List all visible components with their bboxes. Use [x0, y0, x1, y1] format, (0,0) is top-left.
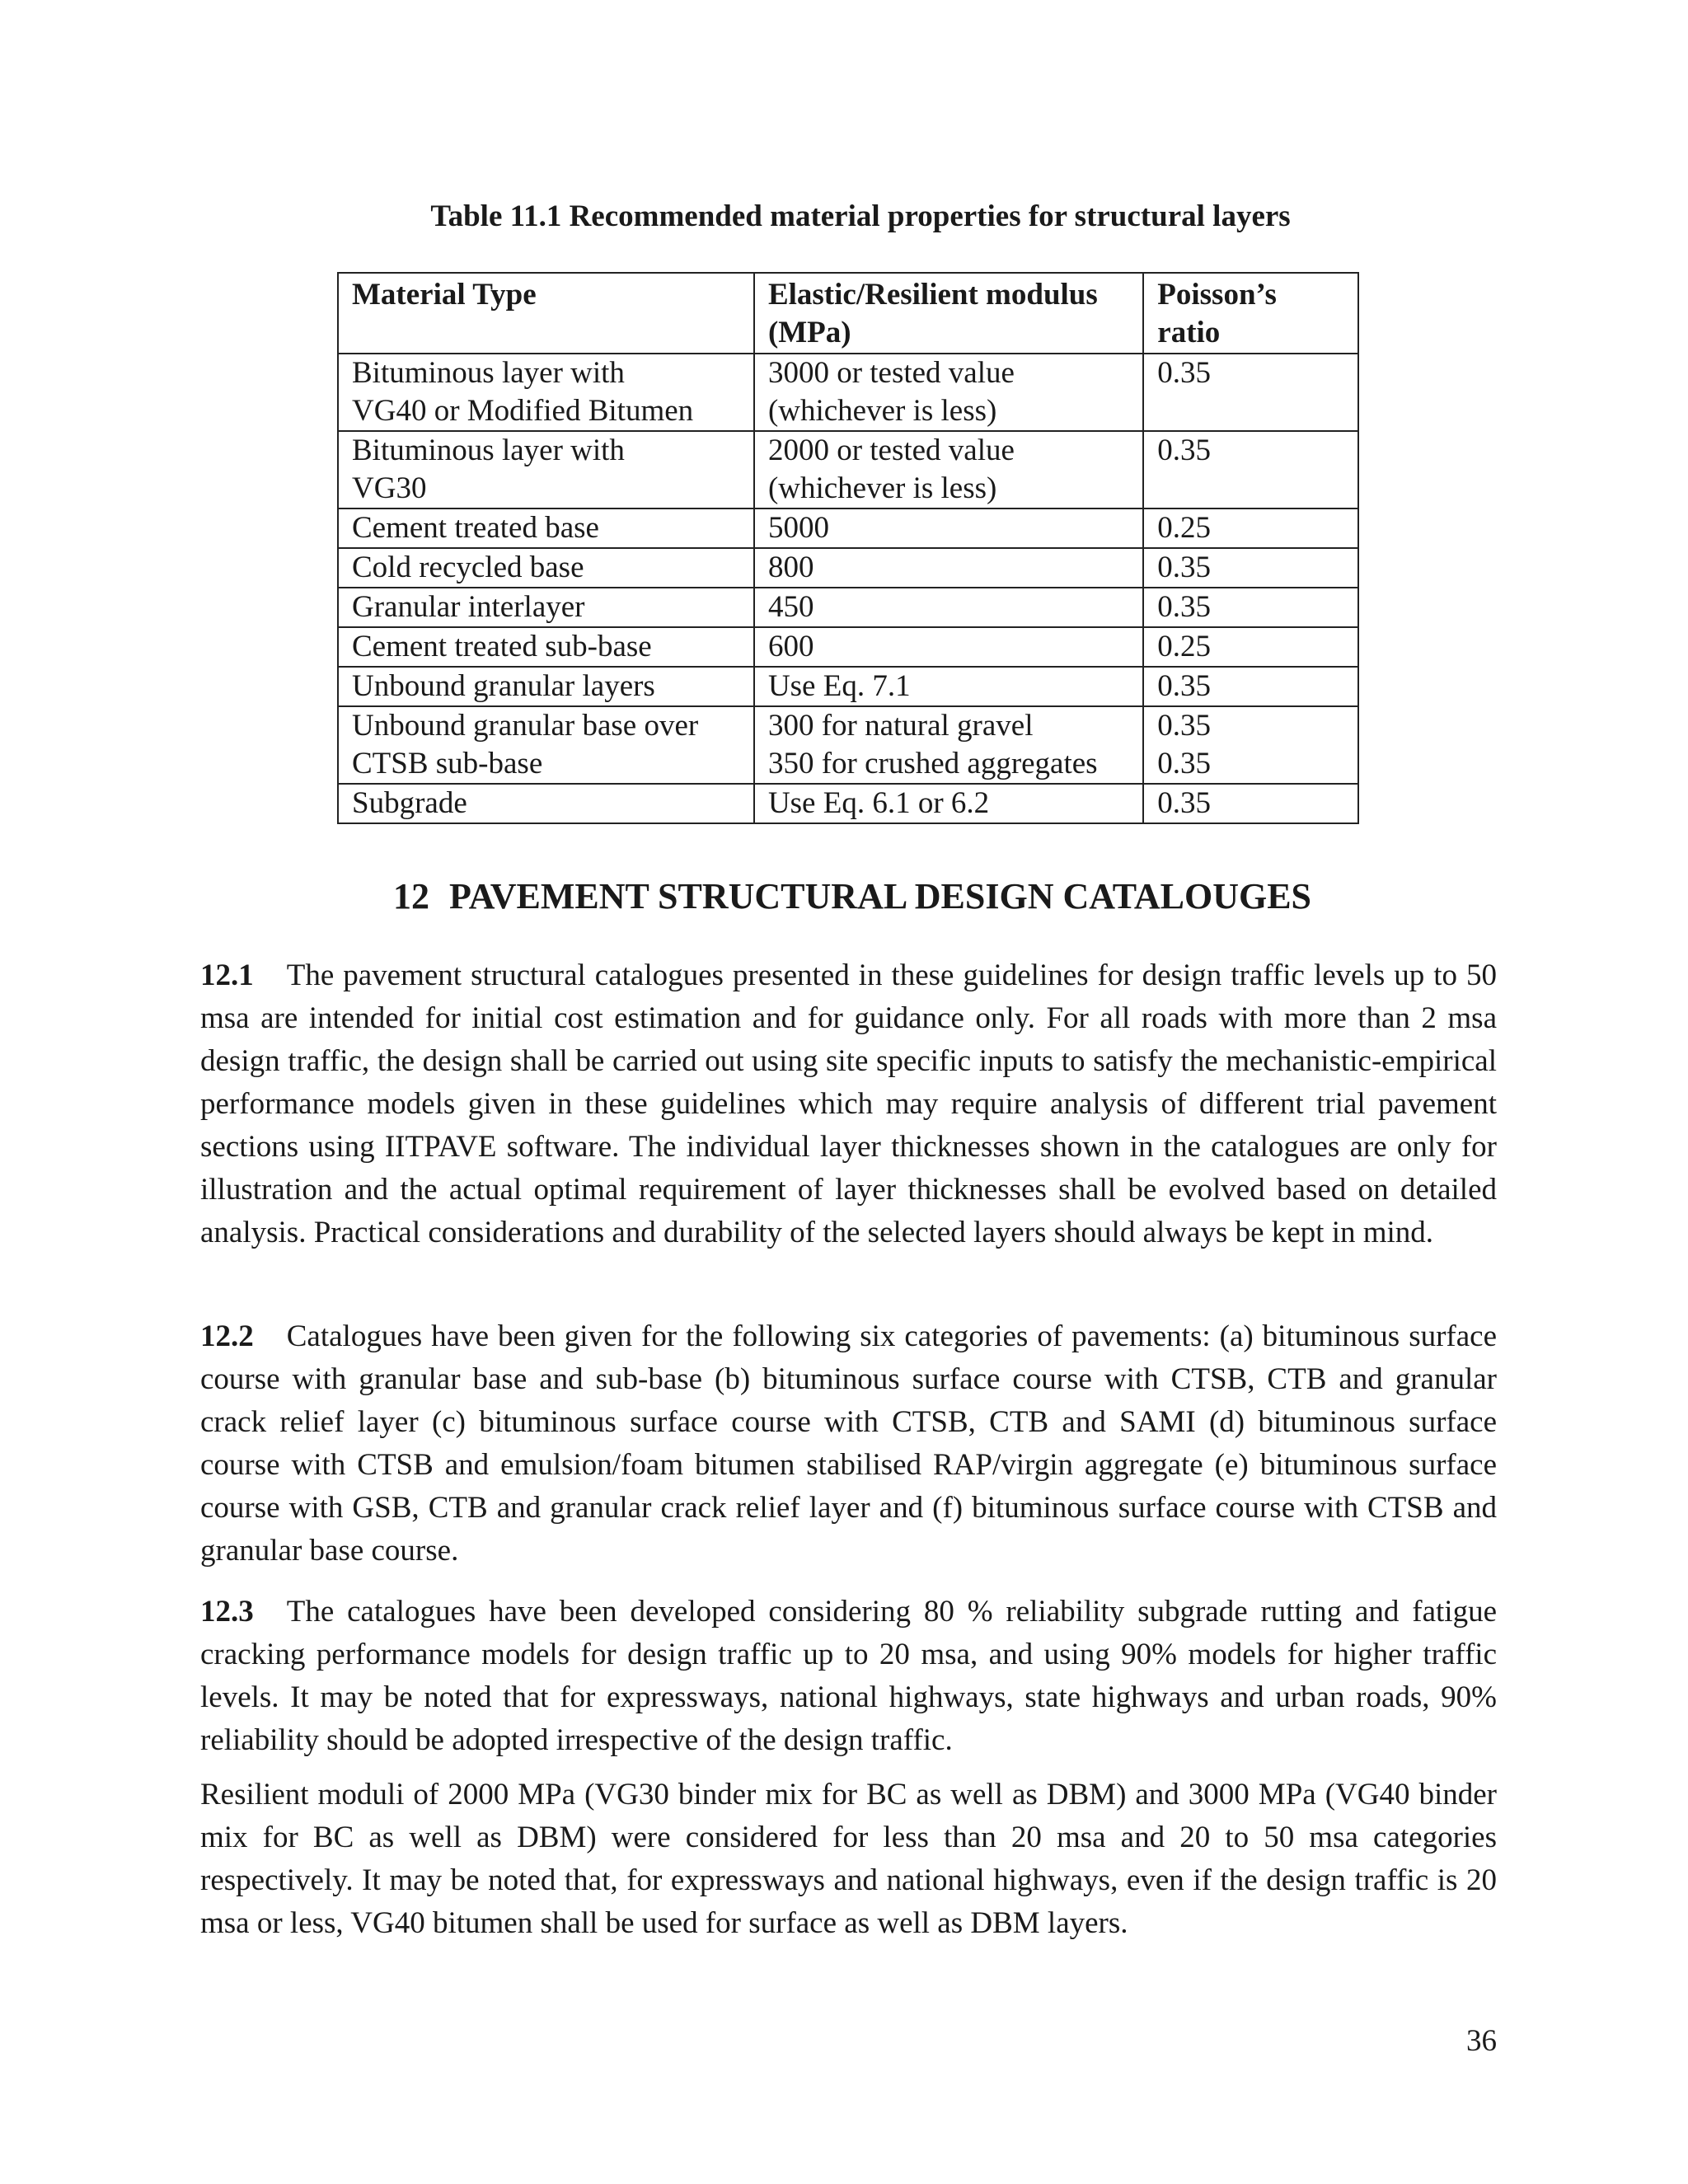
- cell-modulus: 300 for natural gravel 350 for crushed aggregates: [754, 706, 1143, 784]
- paragraph-text: The catalogues have been developed considering 80 % reliability subgrade rutting and fatigue cracking performance models for design traffic up to 20 msa, and using 90% models for higher traffic levels. It may be noted that for expressways, national highways, state highways and urban roads, 90% reliability should be adopted irrespective of the design traffic.: [200, 1595, 1497, 1757]
- paragraph-12-3: [200, 1591, 1497, 1762]
- cell-poisson: 0.35: [1143, 431, 1358, 509]
- section-number: 12: [392, 876, 429, 916]
- paragraph-number: 12.1: [200, 958, 254, 992]
- cell-poisson: 0.25: [1143, 509, 1358, 548]
- table-row: [338, 588, 1358, 627]
- cell-modulus: 450: [754, 588, 1143, 627]
- paragraph-text: Resilient moduli of 2000 MPa (VG30 binder mix for BC as well as DBM) and 3000 MPa (VG40 binder mix for BC as well as DBM) were considered for less than 20 msa and 20 to 50 msa categories respectively. It may be noted that, for expressways and national highways, even if the design traffic is 20 msa or less, VG40 bitumen shall be used for surface as well as DBM layers.: [200, 1778, 1497, 1940]
- table-row: [338, 706, 1358, 784]
- cell-material: Cold recycled base: [338, 548, 754, 588]
- cell-modulus: 600: [754, 627, 1143, 667]
- table-row: [338, 354, 1358, 431]
- table-caption: Table 11.1 Recommended material properties for structural layers: [430, 199, 1291, 233]
- table-row: [338, 667, 1358, 706]
- table-header-row: [338, 273, 1358, 354]
- cell-modulus: 2000 or tested value (whichever is less): [754, 431, 1143, 509]
- paragraph-text: Catalogues have been given for the following six categories of pavements: (a) bituminous surface course with granular base and sub-base (b) bituminous surface course with CTSB, CTB and granular crack relief layer (c) bituminous surface course with CTSB, CTB and SAMI (d) bituminous surface course with CTSB and emulsion/foam bitumen stabilised RAP/virgin aggregate (e) bituminous surface course with GSB, CTB and granular crack relief layer and (f) bituminous surface course with CTSB and granular base course.: [200, 1319, 1497, 1568]
- cell-modulus: 800: [754, 548, 1143, 588]
- section-heading: [0, 874, 1688, 920]
- cell-modulus: 3000 or tested value (whichever is less): [754, 354, 1143, 431]
- header-material-type: Material Type: [338, 273, 754, 354]
- cell-poisson: 0.35: [1143, 667, 1358, 706]
- table-row: [338, 431, 1358, 509]
- cell-modulus: Use Eq. 7.1: [754, 667, 1143, 706]
- paragraph-number: 12.3: [200, 1595, 254, 1629]
- cell-material: Unbound granular layers: [338, 667, 754, 706]
- cell-modulus: 5000: [754, 509, 1143, 548]
- cell-material: Unbound granular base over CTSB sub-base: [338, 706, 754, 784]
- material-properties-table: [337, 272, 1359, 824]
- paragraph-resilient-moduli: [200, 1774, 1497, 1945]
- cell-poisson: 0.35: [1143, 784, 1358, 823]
- cell-poisson: 0.35 0.35: [1143, 706, 1358, 784]
- page-number: 36: [1466, 2024, 1497, 2058]
- cell-material: Bituminous layer with VG30: [338, 431, 754, 509]
- paragraph-number: 12.2: [200, 1319, 254, 1353]
- cell-poisson: 0.25: [1143, 627, 1358, 667]
- header-elastic-modulus: Elastic/Resilient modulus (MPa): [754, 273, 1143, 354]
- cell-modulus: Use Eq. 6.1 or 6.2: [754, 784, 1143, 823]
- cell-material: Bituminous layer with VG40 or Modified Bitumen: [338, 354, 754, 431]
- table-row: [338, 784, 1358, 823]
- cell-material: Subgrade: [338, 784, 754, 823]
- cell-material: Cement treated base: [338, 509, 754, 548]
- cell-material: Granular interlayer: [338, 588, 754, 627]
- paragraph-12-2: [200, 1315, 1497, 1572]
- paragraph-12-1: [200, 954, 1497, 1254]
- header-poissons-ratio: Poisson’s ratio: [1143, 273, 1358, 354]
- table-row: [338, 509, 1358, 548]
- cell-poisson: 0.35: [1143, 354, 1358, 431]
- table-row: [338, 548, 1358, 588]
- cell-poisson: 0.35: [1143, 588, 1358, 627]
- table-row: [338, 627, 1358, 667]
- section-title: PAVEMENT STRUCTURAL DESIGN CATALOUGES: [448, 876, 1312, 916]
- cell-material: Cement treated sub-base: [338, 627, 754, 667]
- paragraph-text: The pavement structural catalogues presented in these guidelines for design traffic levels up to 50 msa are intended for initial cost estimation and for guidance only. For all roads with more than 2 msa design traffic, the design shall be carried out using site specific inputs to satisfy the mechanistic-empirical performance models given in these guidelines which may require analysis of different trial pavement sections using IITPAVE software. The individual layer thicknesses shown in the catalogues are only for illustration and the actual optimal requirement of layer thicknesses shall be evolved based on detailed analysis. Practical considerations and durability of the selected layers should always be kept in mind.: [200, 958, 1497, 1249]
- cell-poisson: 0.35: [1143, 548, 1358, 588]
